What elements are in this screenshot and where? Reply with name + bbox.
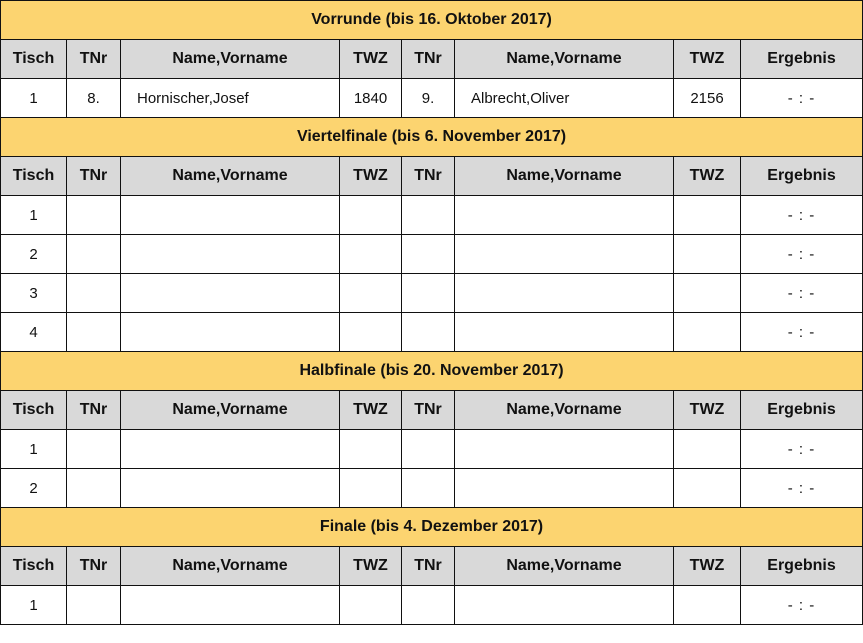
round-header bbox=[1, 508, 863, 547]
cell-tnr-white bbox=[67, 196, 121, 235]
cell-ergebnis: - : - bbox=[741, 313, 863, 352]
cell-name-black bbox=[455, 196, 674, 235]
cell-twz-black: 2156 bbox=[674, 79, 741, 118]
cell-twz-black bbox=[674, 313, 741, 352]
cell-name-white bbox=[121, 469, 340, 508]
column-header-twz-black: TWZ bbox=[674, 391, 741, 430]
cell-tisch: 2 bbox=[1, 235, 67, 274]
cell-ergebnis: - : - bbox=[741, 235, 863, 274]
cell-name-white bbox=[121, 313, 340, 352]
cell-twz-black bbox=[674, 586, 741, 625]
table-row bbox=[1, 586, 863, 625]
table-row bbox=[1, 430, 863, 469]
table-row bbox=[1, 313, 863, 352]
cell-name-black: Albrecht,Oliver bbox=[455, 79, 674, 118]
cell-tnr-white bbox=[67, 586, 121, 625]
cell-twz-white bbox=[340, 196, 402, 235]
column-header-tnr-white: TNr bbox=[67, 391, 121, 430]
column-header-tisch: Tisch bbox=[1, 547, 67, 586]
column-header-name-white: Name,Vorname bbox=[121, 157, 340, 196]
cell-ergebnis: - : - bbox=[741, 274, 863, 313]
column-header-twz-black: TWZ bbox=[674, 157, 741, 196]
column-header-tnr-black: TNr bbox=[402, 157, 455, 196]
cell-name-black bbox=[455, 586, 674, 625]
cell-twz-white bbox=[340, 313, 402, 352]
cell-twz-black bbox=[674, 274, 741, 313]
cell-tnr-black bbox=[402, 469, 455, 508]
cell-twz-white bbox=[340, 469, 402, 508]
cell-name-black bbox=[455, 235, 674, 274]
column-header-ergebnis: Ergebnis bbox=[741, 157, 863, 196]
column-header-tnr-white: TNr bbox=[67, 547, 121, 586]
cell-ergebnis: - : - bbox=[741, 196, 863, 235]
column-header-twz-white: TWZ bbox=[340, 391, 402, 430]
cell-twz-white bbox=[340, 586, 402, 625]
column-header-ergebnis: Ergebnis bbox=[741, 391, 863, 430]
cell-tisch: 1 bbox=[1, 586, 67, 625]
column-header-name-white: Name,Vorname bbox=[121, 40, 340, 79]
cell-name-white bbox=[121, 586, 340, 625]
column-header-twz-white: TWZ bbox=[340, 157, 402, 196]
column-header-row bbox=[1, 391, 863, 430]
column-header-name-black: Name,Vorname bbox=[455, 40, 674, 79]
cell-tnr-white: 8. bbox=[67, 79, 121, 118]
table-row bbox=[1, 235, 863, 274]
column-header-tnr-black: TNr bbox=[402, 40, 455, 79]
column-header-tnr-white: TNr bbox=[67, 40, 121, 79]
column-header-name-black: Name,Vorname bbox=[455, 391, 674, 430]
cell-tnr-white bbox=[67, 274, 121, 313]
cell-tnr-black bbox=[402, 274, 455, 313]
column-header-row bbox=[1, 547, 863, 586]
cell-twz-black bbox=[674, 235, 741, 274]
cell-tnr-black: 9. bbox=[402, 79, 455, 118]
column-header-tnr-black: TNr bbox=[402, 391, 455, 430]
column-header-twz-white: TWZ bbox=[340, 40, 402, 79]
cell-name-white bbox=[121, 430, 340, 469]
table-row bbox=[1, 274, 863, 313]
cell-tisch: 4 bbox=[1, 313, 67, 352]
cell-ergebnis: - : - bbox=[741, 586, 863, 625]
column-header-name-black: Name,Vorname bbox=[455, 547, 674, 586]
cell-tnr-black bbox=[402, 196, 455, 235]
cell-name-black bbox=[455, 430, 674, 469]
column-header-twz-black: TWZ bbox=[674, 547, 741, 586]
cell-twz-white bbox=[340, 235, 402, 274]
cell-tnr-black bbox=[402, 586, 455, 625]
cell-twz-black bbox=[674, 469, 741, 508]
cell-twz-black bbox=[674, 196, 741, 235]
column-header-twz-black: TWZ bbox=[674, 40, 741, 79]
table-body bbox=[1, 1, 863, 625]
cell-tnr-white bbox=[67, 313, 121, 352]
cell-twz-white: 1840 bbox=[340, 79, 402, 118]
cell-name-black bbox=[455, 313, 674, 352]
column-header-name-white: Name,Vorname bbox=[121, 391, 340, 430]
round-title: Vorrunde (bis 16. Oktober 2017) bbox=[1, 1, 863, 40]
column-header-ergebnis: Ergebnis bbox=[741, 40, 863, 79]
column-header-tisch: Tisch bbox=[1, 40, 67, 79]
cell-tisch: 3 bbox=[1, 274, 67, 313]
cell-name-black bbox=[455, 469, 674, 508]
cell-tisch: 1 bbox=[1, 430, 67, 469]
round-title: Viertelfinale (bis 6. November 2017) bbox=[1, 118, 863, 157]
round-title: Halbfinale (bis 20. November 2017) bbox=[1, 352, 863, 391]
cell-tisch: 1 bbox=[1, 196, 67, 235]
cell-ergebnis: - : - bbox=[741, 430, 863, 469]
cell-tnr-black bbox=[402, 235, 455, 274]
cell-twz-white bbox=[340, 430, 402, 469]
cell-tnr-white bbox=[67, 469, 121, 508]
cell-tisch: 2 bbox=[1, 469, 67, 508]
column-header-twz-white: TWZ bbox=[340, 547, 402, 586]
cell-tnr-white bbox=[67, 430, 121, 469]
column-header-ergebnis: Ergebnis bbox=[741, 547, 863, 586]
cell-name-white bbox=[121, 196, 340, 235]
cell-tnr-white bbox=[67, 235, 121, 274]
column-header-name-white: Name,Vorname bbox=[121, 547, 340, 586]
column-header-row bbox=[1, 40, 863, 79]
cell-ergebnis: - : - bbox=[741, 79, 863, 118]
cell-tnr-black bbox=[402, 313, 455, 352]
table-row bbox=[1, 469, 863, 508]
cell-ergebnis: - : - bbox=[741, 469, 863, 508]
cell-twz-black bbox=[674, 430, 741, 469]
cell-name-black bbox=[455, 274, 674, 313]
cell-tnr-black bbox=[402, 430, 455, 469]
round-title: Finale (bis 4. Dezember 2017) bbox=[1, 508, 863, 547]
cell-twz-white bbox=[340, 274, 402, 313]
table-row bbox=[1, 79, 863, 118]
cell-name-white: Hornischer,Josef bbox=[121, 79, 340, 118]
column-header-tisch: Tisch bbox=[1, 157, 67, 196]
column-header-row bbox=[1, 157, 863, 196]
cell-name-white bbox=[121, 235, 340, 274]
round-header bbox=[1, 352, 863, 391]
column-header-tisch: Tisch bbox=[1, 391, 67, 430]
table-row bbox=[1, 196, 863, 235]
cell-name-white bbox=[121, 274, 340, 313]
column-header-tnr-black: TNr bbox=[402, 547, 455, 586]
cell-tisch: 1 bbox=[1, 79, 67, 118]
column-header-name-black: Name,Vorname bbox=[455, 157, 674, 196]
round-header bbox=[1, 118, 863, 157]
column-header-tnr-white: TNr bbox=[67, 157, 121, 196]
round-header bbox=[1, 1, 863, 40]
